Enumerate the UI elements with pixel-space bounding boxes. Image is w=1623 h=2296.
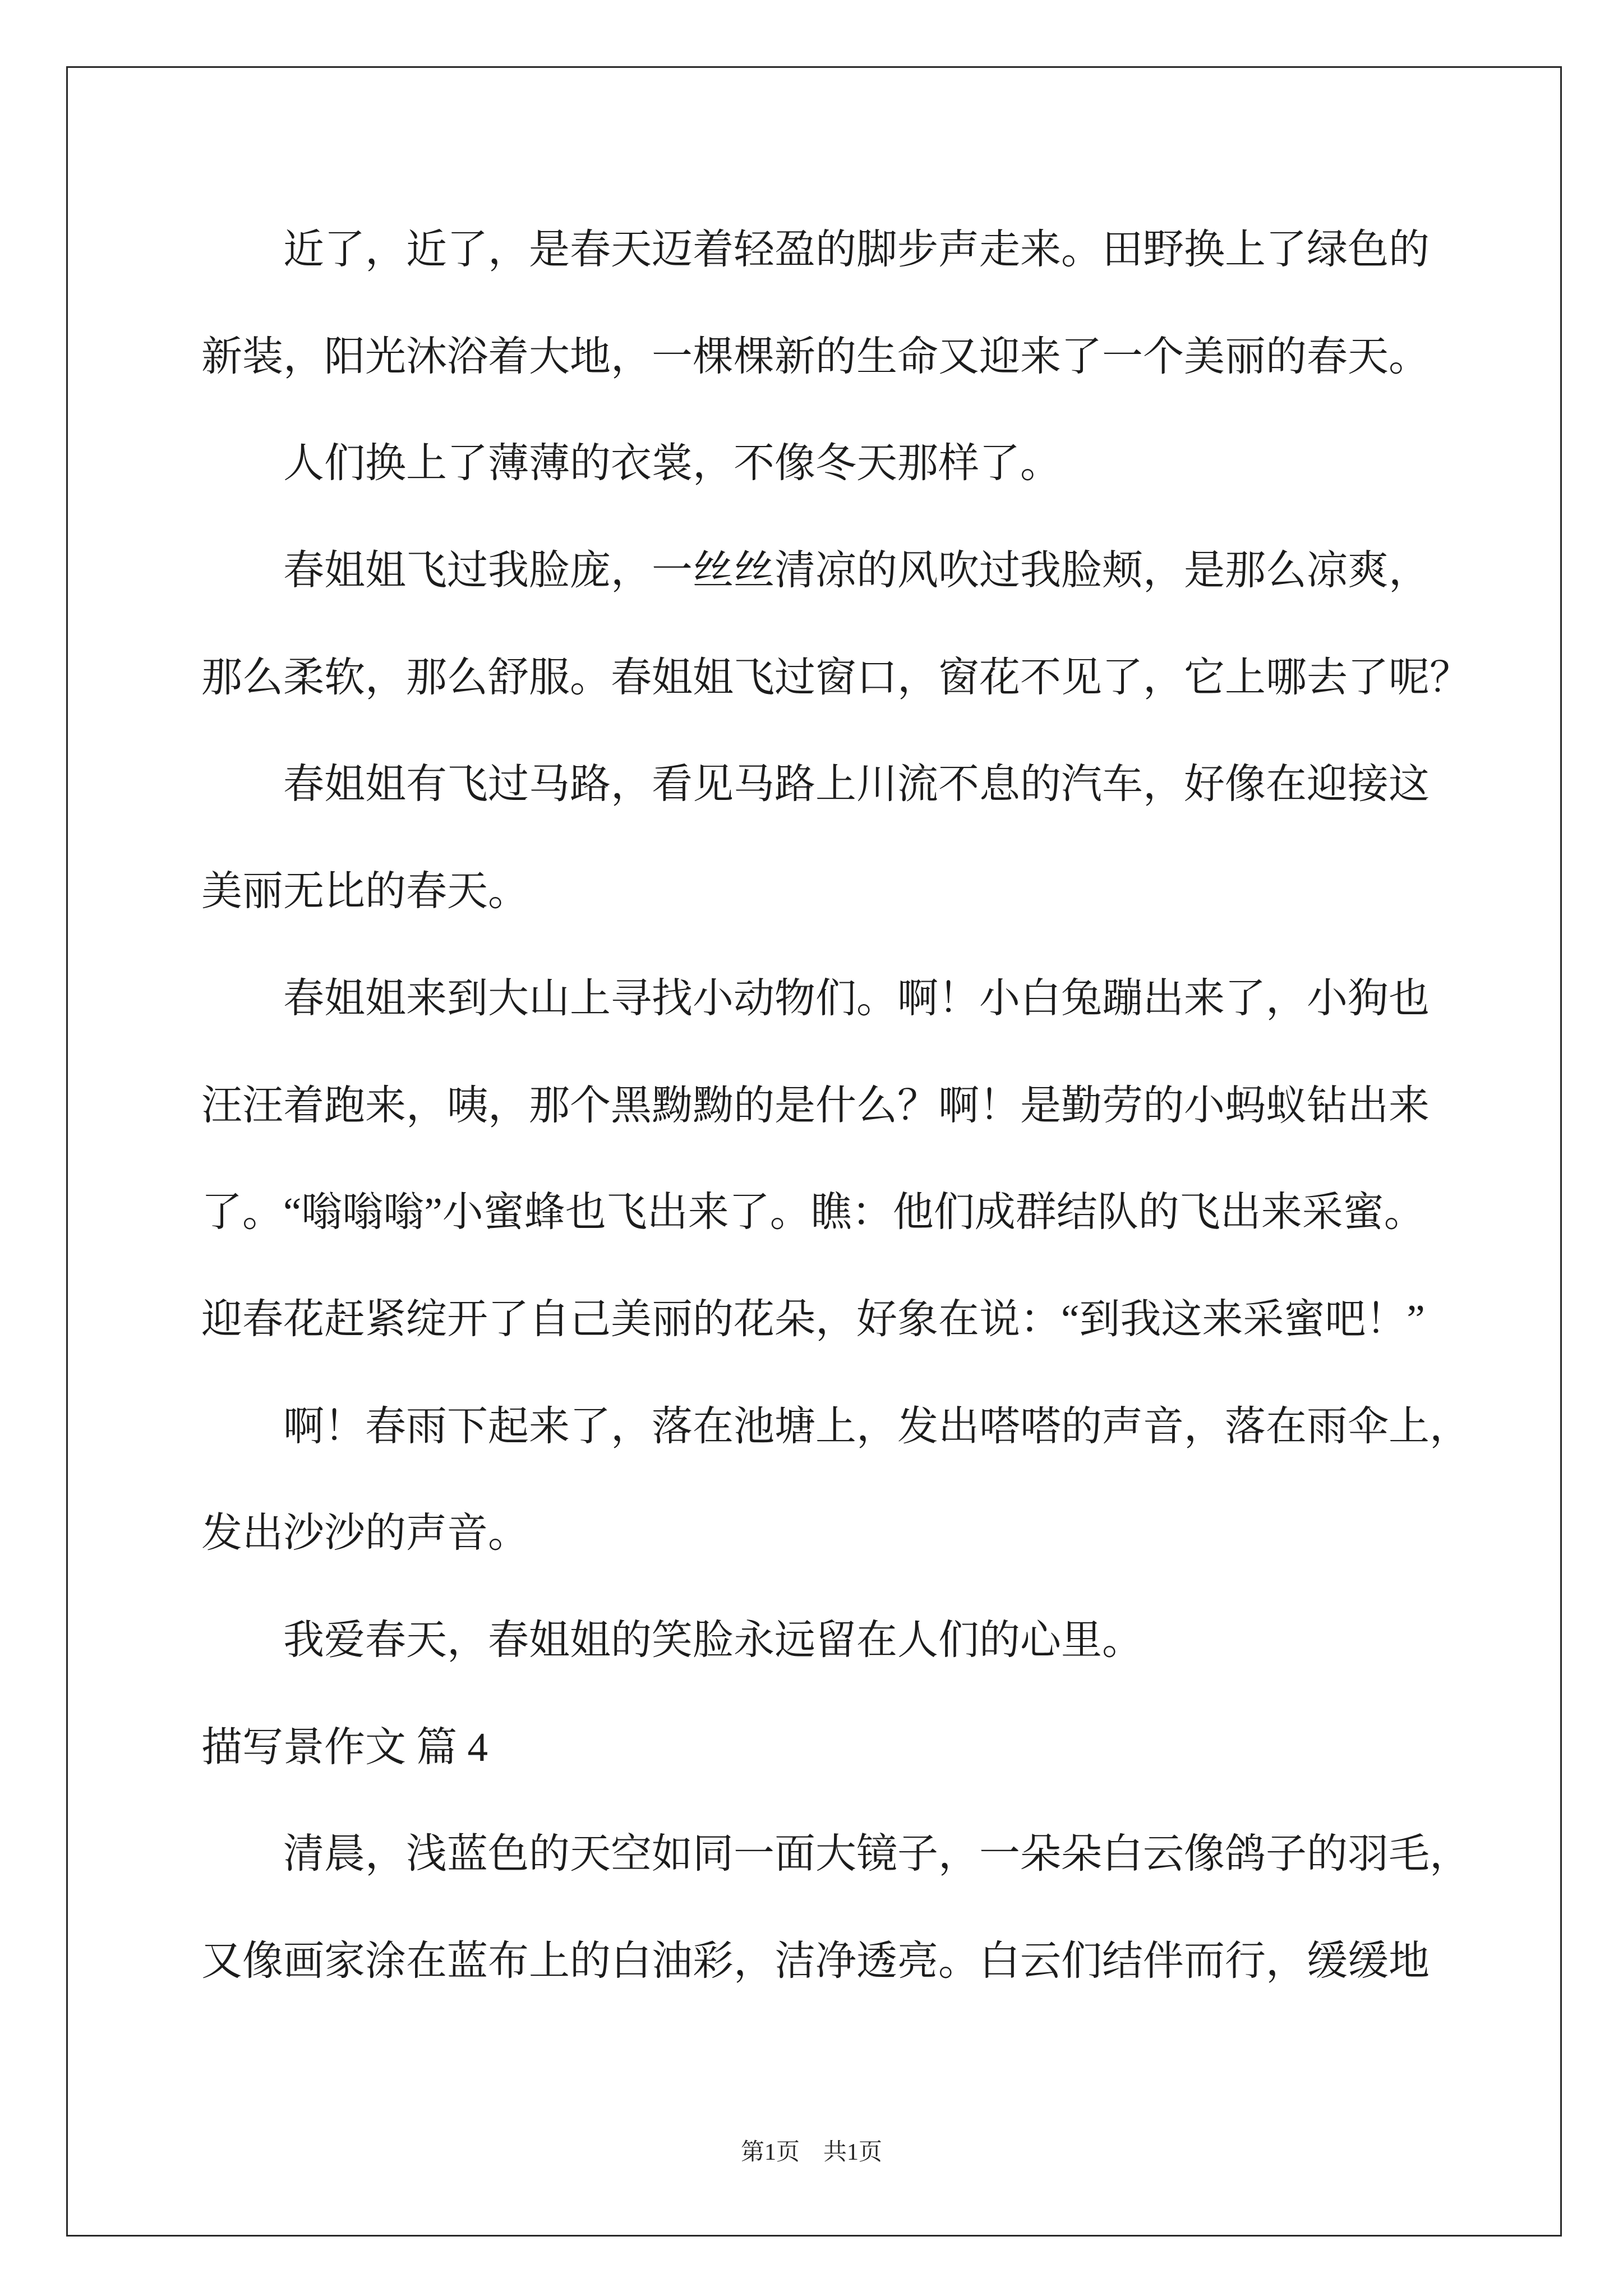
paragraph-line: 近了，近了，是春天迈着轻盈的脚步声走来。田野换上了绿色的	[283, 227, 1430, 272]
section-heading: 描写景作文 篇 4	[201, 1724, 488, 1770]
essay-paragraph	[201, 731, 1547, 945]
paragraph-line: 新装，阳光沐浴着大地，一棵棵新的生命又迎来了一个美丽的春天。	[201, 333, 1430, 379]
paragraph-line: 迎春花赶紧绽开了自己美丽的花朵，好象在说：“到我这来采蜜吧！”	[201, 1296, 1425, 1342]
paragraph-line: 那么柔软，那么舒服。春姐姐飞过窗口，窗花不见了，它上哪去了呢？	[201, 654, 1470, 700]
essay-paragraph	[201, 1587, 1547, 1694]
paragraph-line: 发出沙沙的声音。	[201, 1510, 529, 1556]
paragraph-line: 又像画家涂在蓝布上的白油彩，洁净透亮。白云们结伴而行，缓缓地	[201, 1938, 1430, 1984]
paragraph-line: 人们换上了薄薄的衣裳，不像冬天那样了。	[283, 440, 1061, 486]
paragraph-line: 清晨，浅蓝色的天空如同一面大镜子，一朵朵白云像鸽子的羽毛，	[283, 1831, 1470, 1877]
essay-paragraph	[201, 1801, 1547, 2014]
essay-paragraph	[201, 945, 1547, 1373]
paragraph-line: 春姐姐有飞过马路，看见马路上川流不息的汽车，好像在迎接这	[283, 761, 1430, 807]
essay-paragraph	[201, 196, 1547, 410]
page-number-footer: 第1页 共1页	[740, 2139, 882, 2165]
paragraph-line: 啊！春雨下起来了，落在池塘上，发出嗒嗒的声音，落在雨伞上，	[283, 1403, 1470, 1449]
paragraph-line: 了。“嗡嗡嗡”小蜜蜂也飞出来了。瞧：他们成群结队的飞出来采蜜。	[201, 1189, 1425, 1235]
paragraph-line: 美丽无比的春天。	[201, 868, 529, 914]
paragraph-line: 春姐姐飞过我脸庞，一丝丝清凉的风吹过我脸颊，是那么凉爽，	[283, 547, 1430, 593]
document-body	[201, 196, 1547, 2015]
paragraph-line: 汪汪着跑来，咦，那个黑黝黝的是什么？啊！是勤劳的小蚂蚁钻出来	[201, 1082, 1430, 1128]
essay-paragraph	[201, 410, 1547, 517]
essay-paragraph	[201, 517, 1547, 731]
paragraph-line: 春姐姐来到大山上寻找小动物们。啊！小白兔蹦出来了，小狗也	[283, 975, 1430, 1021]
paragraph-line: 我爱春天，春姐姐的笑脸永远留在人们的心里。	[283, 1617, 1143, 1663]
essay-paragraph	[201, 1373, 1547, 1587]
